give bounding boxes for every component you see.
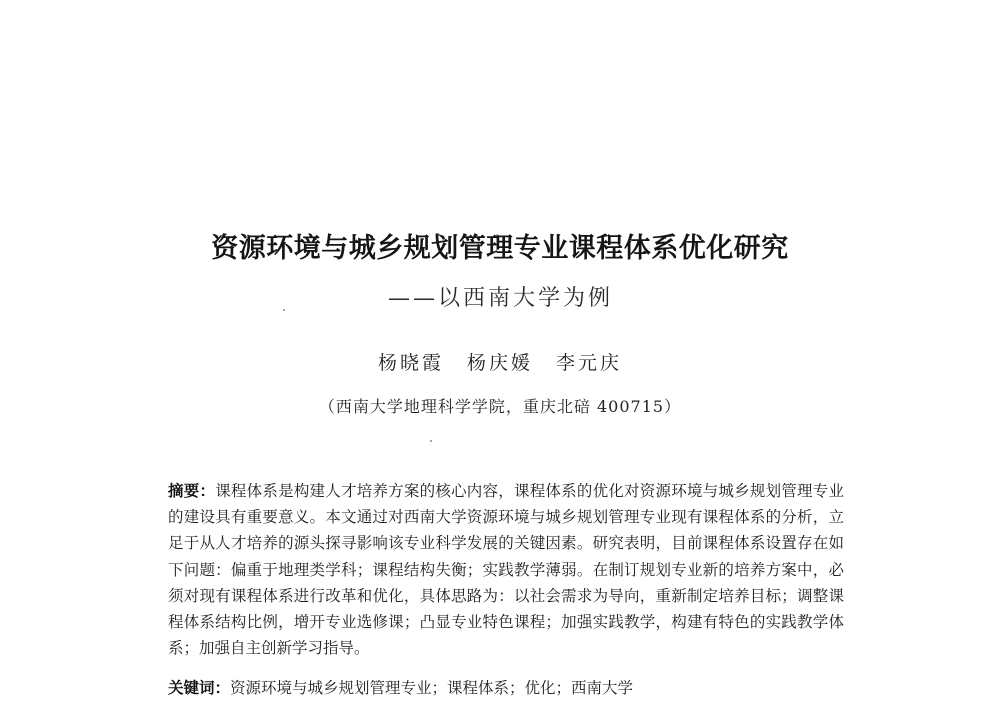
abstract-text: 课程体系是构建人才培养方案的核心内容，课程体系的优化对资源环境与城乡规划管理专业的建设具有重要意义。本文通过对西南大学资源环境与城乡规划管理专业现有课程体系的分析，立足于从人才培养的源头探寻影响该专业科学发展的关键因素。研究表明，目前课程体系设置存在如下问题：偏重于地理类学科；课程结构失衡；实践教学薄弱。在制订规划专业新的培养方案中，必须对现有课程体系进行改革和优化，具体思路为：以社会需求为导向，重新制定培养目标；调整课程体系结构比例，增开专业选修课；凸显专业特色课程；加强实践教学，构建有特色的实践教学体系；加强自主创新学习指导。 — [168, 482, 844, 658]
abstract-paragraph — [168, 478, 844, 661]
paper-affiliation: （西南大学地理科学学院，重庆北碚 400715） — [318, 397, 682, 416]
paper-authors: 杨晓霞 杨庆媛 李元庆 — [377, 352, 623, 374]
paper-title: 资源环境与城乡规划管理专业课程体系优化研究 — [211, 233, 789, 264]
scan-speck — [430, 440, 432, 442]
keywords-label: 关键词： — [168, 679, 231, 697]
abstract-label: 摘要： — [168, 482, 216, 500]
paper-subtitle: ——以西南大学为例 — [388, 286, 614, 311]
keywords-text: 资源环境与城乡规划管理专业；课程体系；优化；西南大学 — [230, 679, 634, 697]
scan-speck — [283, 309, 285, 311]
keywords-line — [168, 676, 844, 698]
